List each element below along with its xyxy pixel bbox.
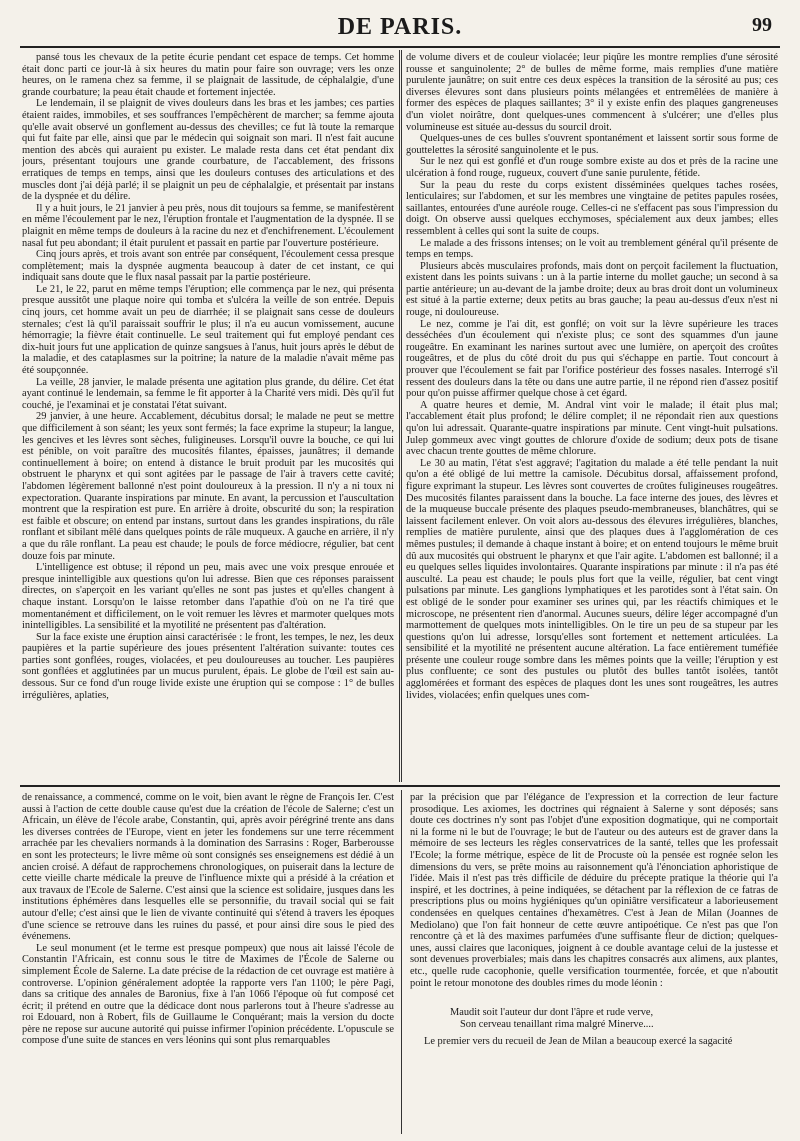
paragraph: L'intelligence est obtuse; il répond un peu, mais avec une voix presque enrouée et presque inintelligible aux questions qu'on lui adresse. Bien que ces réponses paraissent directes, on s'aperçoit en les variant qu'elles ne sont pas justes et qu'elles changent à chaque instant. Lorsqu'on le laisse retomber dans l'apathie d'où on ne l'a tiré que momentanément et difficilement, on le voit remuer les lèvres et marmoter quelques mots inintelligibles. La sensibilité et la myotilité ne présentent pas d'altération. (22, 562, 394, 632)
paragraph: Quelques-unes de ces bulles s'ouvrent spontanément et laissent sortir sous forme de gouttelettes la sérosité sanguinolente et le pus. (406, 133, 778, 156)
paragraph: Cinq jours après, et trois avant son entrée par conséquent, l'écoulement cessa presque complètement; mais la dyspnée augmenta beaucoup à dater de cet instant, ce qui indiquait sans doute que le flux nasal passait par la partie postérieure. (22, 249, 394, 284)
paragraph: 29 janvier, à une heure. Accablement, décubitus dorsal; le malade ne peut se mettre que difficilement à son séant; les yeux sont fermés; la face exprime la stupeur; la langue, les gencives et les lèvres sont sèches, fuligineuses. Lorsqu'il ouvre la bouche, ce qui lui est pénible, on voit paraître des mucosités filantes, épaisses, jaunâtres; il demande continuellement à boire; on entend à distance le bruit produit par les mucosités qui obstruent le pharynx et qui sont agitées par le passage de l'air à travers cette cavité; l'abdomen légèrement ballonné n'est point douloureux à la pression. Il n'y a ni toux ni expectoration. Quarante inspirations par minute. En avant, la percussion et l'auscultation montrent que la respiration est pure. En arrière à droite, obscurité du son; la respiration est faible et obscure; on entend par instans, surtout dans les grandes inspirations, du râle ronflant et sibilant mêlé dans quelques points de râle muqueux. A gauche en arrière, il n'y a que du râle ronflant. La peau est chaude; le pouls de force médiocre, régulier, bat cent douze fois par minute. (22, 411, 394, 562)
paragraph: Sur le nez qui est gonflé et d'un rouge sombre existe au dos et près de la racine une ulcération à fond rouge, rugueux, couvert d'une sanie purulente, fétide. (406, 156, 778, 179)
paragraph: Plusieurs abcès musculaires profonds, mais dont on perçoit facilement la fluctuation, existent dans les points suivans : un à la partie interne du mollet gauche; un second à sa partie antérieure; un au-devant de la jambe droite; deux au bras droit dont un volumineux est situé à la partie externe; deux petits au bras gauche; la peau au-dessus d'eux n'est ni rouge, ni douloureuse. (406, 260, 778, 319)
paragraph: La veille, 28 janvier, le malade présenta une agitation plus grande, du délire. Cet état ayant continué le lendemain, sa femme le fit apporter à la Charité vers midi. Dès qu'il fut couché, je l'examinai et je constatai l'état suivant. (22, 376, 394, 411)
paragraph: de volume divers et de couleur violacée; leur piqûre les montre remplies d'une sérosité rousse et sanguinolente; 2° de bulles de même forme, mais remplies d'une matière purulente jaunâtre; on suit entre ces deux espèces la transition de la sérosité au pus; ces diverses élevures sont dans plusieurs points mélangées et entremêlées de manière à former des espèces de plaques saillantes; 3° il y existe enfin des plaques gangreneuses d'un violet noirâtre, dont quelques-unes commencent à s'ulcérer; une d'elles plus volumineuse est située au-dessus du sourcil droit. (406, 52, 778, 133)
page-header (0, 8, 800, 40)
verse-quote (450, 1007, 778, 1030)
newspaper-title: DE PARIS. (337, 14, 463, 40)
paragraph: par la précision que par l'élégance de l'expression et la correction de leur facture prosodique. Les axiomes, les doctrines qui régnaient à Salerne y sont déposés; sans doute ces doctrines n'y sont pas l'objet d'une exposition dogmatique, qui ne comportait ni la forme ni le but de l'ouvrage; le but de l'auteur ou des auteurs est de graver dans la mémoire de ses lecteurs les règles conservatrices de la santé, telles que les professait l'Ecole; la forme métrique, espèce de lit de Procuste où la pensée est rognée selon les dimensions du vers, se prête moins au raisonnement qu'à l'énonciation aphoristique de l'idée. Mais il n'est pas très difficile de déduire du précepte pratique la théorie qui l'a inspiré, et les doctrines, à peine indiquées, se détachent par la réflexion de ce fatras de prescriptions plus ou moins hygiéniques qu'un opiniâtre versificateur a laborieusement condensées en quelques centaines d'hexamètres. C'est à Jean de Milan (Joannes de Mediolano) que l'on fait honneur de cette œuvre antipoétique. Ce n'est pas que l'on rencontre çà et là des maximes parfumées d'une suffisante fleur de diction; quelques-unes, aussi claires que laconiques, joignent à ce double avantage celui de la justesse et sont devenues proverbiales; mais dans les chapitres consacrés aux alimens, aux plantes, etc., quelle rude cacophonie, quelle versification tourmentée, forcée, et que n'aboutit point le retour monotone des doubles rimes du mode léonin : (410, 792, 778, 989)
paragraph: de renaissance, a commencé, comme on le voit, bien avant le règne de François Ier. C'est aussi à l'action de cette double cause qu'est due la création de l'école de Salerne; c'est un Africain, un élève de l'école arabe, Constantin, qui, après avoir pérégriné trente ans dans les diverses contrées de l'Europe, vient en jeter les fondemens sur une terre récemment arrachée par les chevaliers normands à la domination des Sarrasins : Roger, Barberousse en sont les protecteurs; le livre même où sont consignés ses enseignemens est dédié à un ancien croisé. A défaut de rapprochemens chronologiques, on puiserait dans la lecture de cette vieille charte médicale la preuve de l'influence mixte qui a présidé à la création et aux travaux de l'Ecole de Salerne. C'est ainsi que la science est solidaire, jusques dans les institutions éphémères dans lesquelles elle se personnifie, du travail social qui se fait autour d'elle; c'est ainsi que le lien de vivante continuité qui s'étend à travers les époques d'une science se retrouve dans les ruines du passé, et pour ainsi dire sous le pied des événemens. (22, 792, 394, 943)
top-left-column (22, 52, 394, 778)
paragraph: pansé tous les chevaux de la petite écurie pendant cet espace de temps. Cet homme était donc parti ce jour-là à six heures du matin pour faire son ouvrage; vers les onze heures, on le ramena chez sa femme, il se plaignait de lassitude, de céphalalgie, d'une grande courbature; la peau était chaude et fortement injectée. (22, 52, 394, 98)
paragraph: A quatre heures et demie, M. Andral vint voir le malade; il était plus mal; l'accablement était plus profond; le délire complet; il ne répondait rien aux questions qu'on lui adressait. Quarante-quatre inspirations par minute. Cent vingt-huit pulsations. Julep gommeux avec vingt gouttes de chlorure d'oxide de sodium; deux pots de tisane avec chacun trente gouttes de même chlorure. (406, 399, 778, 458)
verse-line: Maudit soit l'auteur dur dont l'âpre et rude verve, (450, 1007, 654, 1019)
page-number: 99 (752, 14, 772, 36)
paragraph: Il y a huit jours, le 21 janvier à peu près, nous dit toujours sa femme, se manifestèrent en même l'écoulement par le nez, l'éruption frontale et l'augmentation de la dyspnée. Il se plaignit en même temps de douleurs à la racine du nez et d'enchifrenement. L'écoulement nasal fut peu abondant; il était purulent et passait en partie par l'ouverture postérieure. (22, 202, 394, 249)
bottom-right-column (410, 792, 778, 1128)
paragraph: Le lendemain, il se plaignit de vives douleurs dans les bras et les jambes; ces parties étaient raides, immobiles, et ses souffrances l'empêchèrent de marcher; sa femme ajouta qu'elle avait observé un gonflement au-dessus des chevilles; ce fut là toute la remarque qui fut faite par elle, ainsi que par le médecin qui soignait son mari. Il n'est fait aucune mention des abcès qui auraient pu exister. Le malade resta dans cet état pendant dix jours, présentant toujours une grande courbature, de l'accablement, des frissons erratiques de temps en temps, ainsi que les douleurs contuses des articulations et des muscles dont j'ai déjà parlé; il se plaignit un peu de céphalalgie, et présentait par instans de la dyspnée et du délire. (22, 98, 394, 203)
paragraph: Le nez, comme je l'ai dit, est gonflé; on voit sur la lèvre supérieure les traces desséchées d'un écoulement qui n'existe plus; ce sont des squammes d'un jaune rougeâtre. En examinant les narines surtout avec une lumière, on aperçoit des croûtes rougeâtres, et de plus du côté droit du pus qui s'échappe en partie. Tout concourt à prouver que l'écoulement se fait par l'orifice postérieur des fosses nasales. Interrogé s'il ressent des douleurs dans la tête ou dans une autre partie, il ne répond rien d'assez positif pour qu'on puisse affirmer quelque chose à cet égard. (406, 318, 778, 400)
paragraph: Le malade a des frissons intenses; on le voit au tremblement général qu'il présente de temps en temps. (406, 237, 778, 261)
top-right-column (406, 52, 778, 778)
paragraph: Sur la face existe une éruption ainsi caractérisée : le front, les tempes, le nez, les deux paupières et la partie supérieure des joues présentent l'altération suivante: toutes ces parties sont gonflées, rouges, violacées, et peu douloureuses au toucher. Les paupières sont gonflées et agglutinées par un mucus purulent, épais. Le globe de l'œil est sain au-dessous. Sur ce fond d'un rouge livide existe une éruption qui se compose : 1° de bulles irrégulières, aplaties, (22, 631, 394, 701)
header-rule (20, 46, 780, 48)
paragraph: Le seul monument (et le terme est presque pompeux) que nous ait laissé l'école de Constantin l'Africain, est connu sous le titre de Maximes de l'École de Salerne ou simplement École de Salerne. La date précise de la rédaction de cet ouvrage est matière à controverse. L'opinion généralement adoptée la rapporte vers l'an 1100; le père Pagi, dans sa critique des annales de Baronius, fixe à l'an 1066 l'époque où fut composé cet écrit; il prétend en outre que la dédicace dont nous parlerons tout à l'heure s'adresse au roi Edouard, non à Robert, fils de Guillaume le Conquérant; mais la version du docte père ne repose sur aucune autorité qui puisse infirmer l'opinion précédente. L'opuscule se compose d'une suite de stances en vers léonins qui sont plus remarquables (22, 942, 394, 1047)
column-divider (399, 50, 402, 782)
paragraph: Le 30 au matin, l'état s'est aggravé; l'agitation du malade a été telle pendant la nuit qu'on a été obligé de lui mettre la camisole. Décubitus dorsal, affaissement profond, figure exprimant la stupeur. Les lèvres sont couvertes de croûtes fuligineuses rougeâtres. Des mucosités filantes paraissent dans la bouche. La face interne des joues, des lèvres et de la muqueuse buccale présente des plaques pseudo-membraneuses, blanchâtres, qui se laissent facilement enlever. On voit alors au-dessous des élevures irrégulières, blanches, remplies de matière purulente, ainsi que des plaques dues à l'agglomération de ces mêmes pustules; il demande à chaque instant à boire; et on entend toujours le même bruit dû aux mucosités qui obstruent le pharynx et que l'air agite. L'abdomen est ballonné; il a eu quelques selles liquides involontaires. Quarante inspirations par minute : il n'a pas été ausculté. La peau est chaude; le pouls plus fort que la veille, régulier, bat cent vingt pulsations par minute. Les ganglions lymphatiques et les parotides sont à l'état sain. On est obligé de le sonder pour examiner ses urines qui, par les réactifs chimiques et le microscope, ne présentent rien d'anormal. Aucunes sueurs, délire léger accompagné d'un marmottement de quelques mots inintelligibles. On le tire un peu de sa stupeur par les questions qu'on lui adresse, lorsqu'elles sont fortement et nettement articulées. La sensibilité et la myotilité ne présentent aucune altération. La face entièrement tuméfiée présente une couleur rouge sombre dans les mêmes points que la veille; l'éruption y est plus confluente; ce sont des pustules ou plutôt des bulles tantôt isolées, tantôt agglomérées et formant des espèces de plaques dont les unes sont rougeâtres, les autres livides, violacées; enfin quelques unes com- (406, 457, 778, 701)
section-rule (20, 785, 780, 787)
bottom-left-column (22, 792, 394, 1128)
column-divider (401, 790, 402, 1134)
verse-line: Son cerveau tenaillant rima malgré Minerve.... (460, 1018, 654, 1030)
paragraph: Le premier vers du recueil de Jean de Milan a beaucoup exercé la sagacité (424, 1036, 733, 1048)
paragraph: Sur la peau du reste du corps existent disséminées quelques taches rosées, lenticulaires; sur l'abdomen, et sur les membres une vingtaine de petites papules rosées, saillantes, entourées d'une auréole rouge. Celles-ci ne s'effacent pas sous l'impression du doigt. On observe aussi quelques ecchymoses, spécialement aux deux jambes; elles ressemblent à celles qui sont la suite de coups. (406, 179, 778, 237)
paragraph: Le 21, le 22, parut en même temps l'éruption; elle commença par le nez, qui présenta presque aussitôt une plaque noire qui tomba et s'ulcéra la veille de son entrée. Depuis cinq jours, cet homme avait un peu de diarrhée; il se plaignait sans cesse de douleurs sternales; c'est là qu'il paraissait souffrir le plus; il n'a eu aucun vomissement, aucune hémorragie; la fièvre était continuelle. Le seul traitement qui fut employé pendant ces dix-huit jours fut une application de quinze sangsues à l'anus, huit jours après le début de la maladie, et des cataplasmes sur la poitrine; la nature de la maladie n'avait même pas été soupçonnée. (22, 283, 394, 377)
